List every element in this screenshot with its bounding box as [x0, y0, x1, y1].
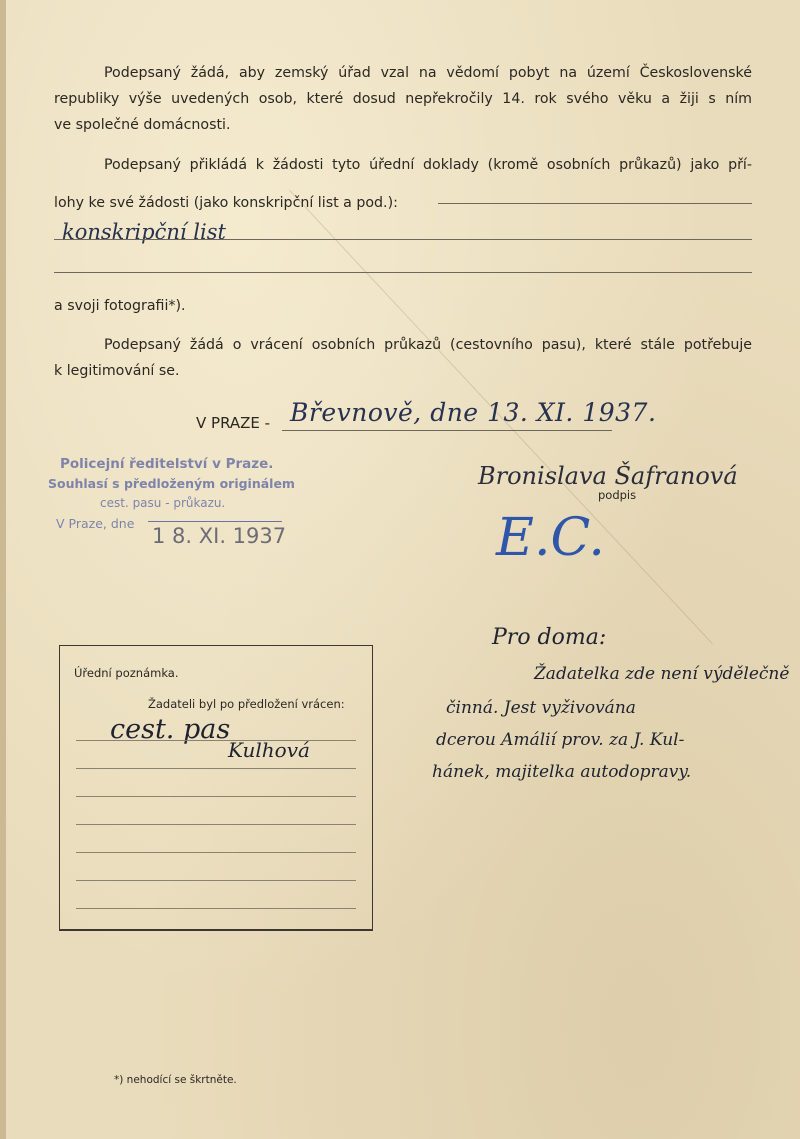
note-line-b: činná. Jest vyživována: [446, 698, 636, 718]
official-signature: Kulhová: [228, 738, 310, 762]
place-printed: V PRAZE -: [196, 414, 271, 432]
police-stamp-date: 1 8. XI. 1937: [152, 524, 287, 548]
note-line-7: [76, 908, 356, 909]
note-line-c: dcerou Amálií prov. za J. Kul-: [436, 730, 685, 750]
attachments-line-1: [438, 203, 752, 204]
footnote: *) nehodící se škrtněte.: [114, 1074, 237, 1086]
p2-line2: lohy ke své žádosti (jako konskripční list a pod.):: [54, 195, 398, 211]
signature-label: podpis: [598, 488, 637, 502]
official-initials: E.C.: [496, 508, 605, 568]
p1-line2: republiky výše uvedených osob, které dosud nepřekročily 14. rok svého věku a žiji s ním: [54, 91, 752, 107]
attachment-handwritten: konskripční list: [62, 220, 226, 244]
p3-line2: k legitimování se.: [54, 363, 180, 379]
note-line-3: [76, 796, 356, 797]
p2-line3: a svoji fotografii*).: [54, 298, 186, 314]
place-date-handwritten: Břevnově, dne 13. XI. 1937.: [290, 398, 657, 427]
official-note-title: Úřední poznámka.: [74, 666, 179, 680]
official-note-box: [59, 645, 373, 931]
police-stamp-line3: cest. pasu - průkazu.: [100, 496, 226, 510]
p3-line1: Podepsaný žádá o vrácení osobních průkazů (cestovního pasu), které stále potřebuje: [104, 337, 752, 353]
note-line-6: [76, 880, 356, 881]
note-line-d: hánek, majitelka autodopravy.: [432, 762, 692, 782]
note-line-5: [76, 852, 356, 853]
note-line-2: [76, 768, 356, 769]
police-stamp-line1: Policejní ředitelství v Praze.: [60, 456, 274, 472]
attachments-line-3: [54, 272, 752, 273]
place-date-line: [282, 430, 612, 431]
p2-line1: Podepsaný přikládá k žádosti tyto úřední doklady (kromě osobních průkazů) jako pří-: [104, 157, 752, 173]
stamp-date-line: [148, 521, 282, 522]
note-line-1: [76, 740, 356, 741]
police-stamp-line4: V Praze, dne: [56, 516, 135, 531]
returned-label: Žadateli byl po předložení vrácen:: [148, 697, 345, 711]
applicant-signature: Bronislava Šafranová: [478, 462, 738, 490]
p1-line1: Podepsaný žádá, aby zemský úřad vzal na vědomí pobyt na území Československé: [104, 65, 752, 81]
note-heading: Pro doma:: [492, 625, 607, 650]
note-line-4: [76, 824, 356, 825]
note-line-a: Žadatelka zde není výdělečně: [534, 664, 790, 684]
police-stamp-line2: Souhlasí s předloženým originálem: [48, 476, 295, 491]
page-edge: [0, 0, 6, 1139]
p1-line3: ve společné domácnosti.: [54, 117, 231, 133]
attachments-line-2: [54, 239, 752, 240]
returned-item: cest. pas: [110, 714, 231, 745]
